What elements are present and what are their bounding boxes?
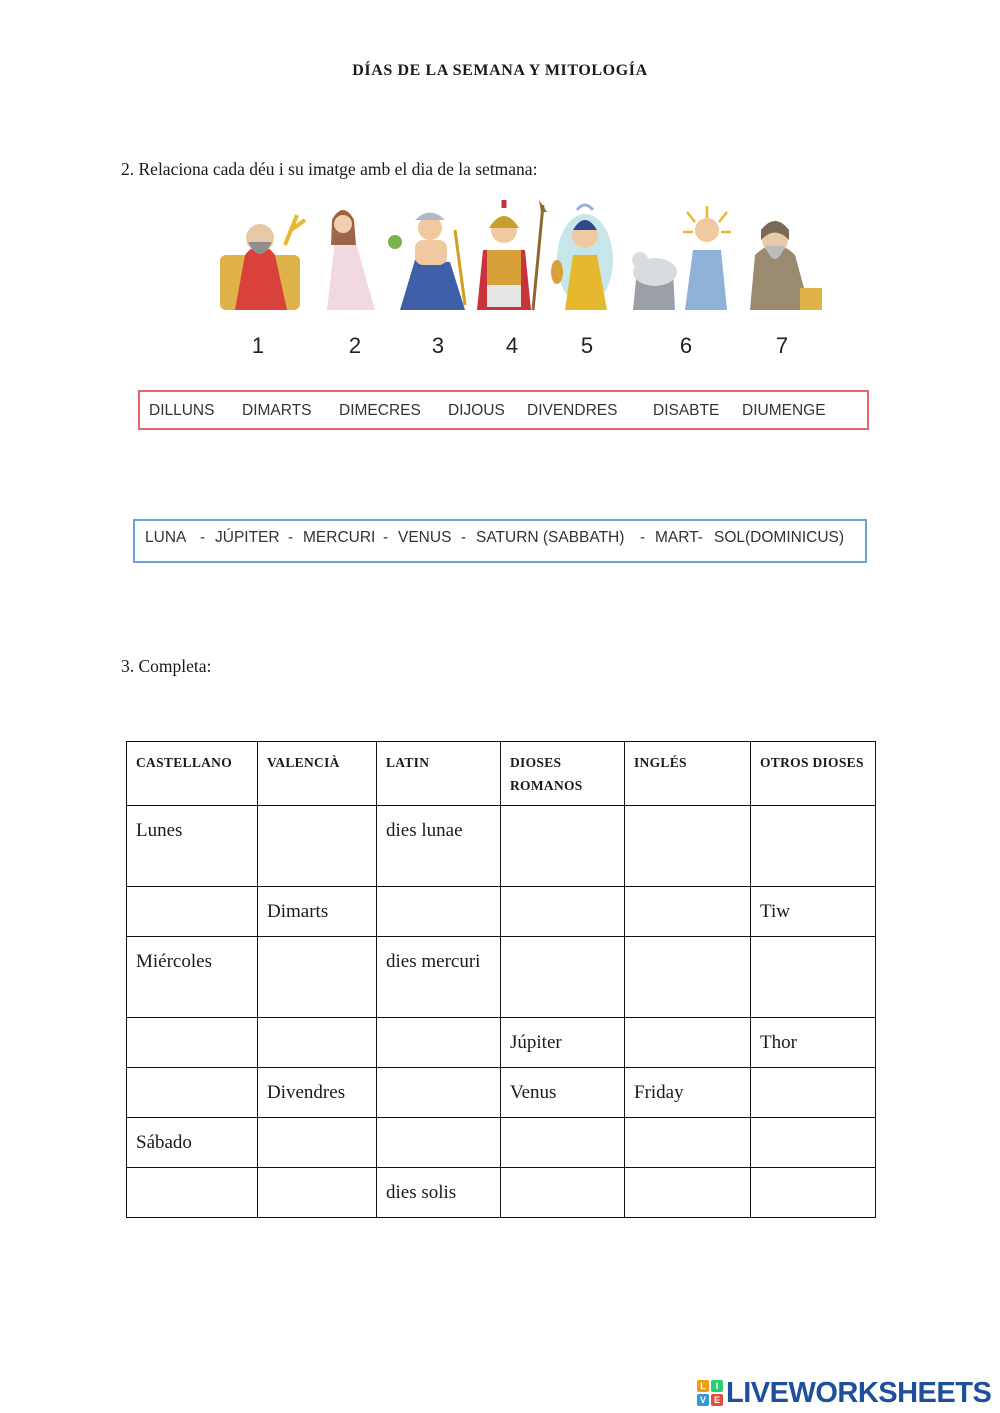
day-name: DISABTE	[653, 402, 720, 419]
god-name: JÚPITER	[215, 529, 280, 546]
separator: -	[461, 529, 467, 546]
table-row	[127, 1068, 876, 1118]
table-cell: Lunes	[127, 806, 258, 887]
answer-cell[interactable]	[751, 937, 876, 1018]
table-cell: Venus	[501, 1068, 625, 1118]
answer-cell[interactable]	[258, 1118, 377, 1168]
answer-cell[interactable]	[377, 1118, 501, 1168]
table-row	[127, 1168, 876, 1218]
answer-cell[interactable]	[377, 887, 501, 937]
answer-cell[interactable]	[258, 937, 377, 1018]
answer-cell[interactable]	[625, 937, 751, 1018]
god-figure-3	[388, 213, 465, 311]
image-number-4: 4	[505, 333, 519, 358]
table-header-row	[127, 742, 876, 806]
god-name: LUNA	[145, 529, 187, 546]
day-name: DILLUNS	[149, 402, 215, 419]
answer-cell[interactable]	[501, 937, 625, 1018]
answer-cell[interactable]	[501, 806, 625, 887]
answer-cell[interactable]	[501, 1118, 625, 1168]
answer-cell[interactable]	[258, 806, 377, 887]
column-header: LATIN	[377, 742, 501, 806]
table-cell: Thor	[751, 1018, 876, 1068]
table-cell: dies mercuri	[377, 937, 501, 1018]
answer-cell[interactable]	[377, 1018, 501, 1068]
answer-cell[interactable]	[501, 887, 625, 937]
answer-cell[interactable]	[127, 1068, 258, 1118]
table-cell: dies solis	[377, 1168, 501, 1218]
answer-cell[interactable]	[751, 1168, 876, 1218]
weekday-names-box	[138, 390, 869, 430]
answer-cell[interactable]	[127, 887, 258, 937]
table-cell: Dimarts	[258, 887, 377, 937]
day-name: DIUMENGE	[742, 402, 826, 419]
column-header: INGLÉS	[625, 742, 751, 806]
exercise-3-instruction: 3. Completa:	[121, 656, 212, 676]
table-row	[127, 806, 876, 887]
day-name: DIMARTS	[242, 402, 312, 419]
table-cell: dies lunae	[377, 806, 501, 887]
column-header: DIOSES ROMANOS	[501, 742, 625, 806]
table-cell: Júpiter	[501, 1018, 625, 1068]
god-figure-7	[750, 221, 822, 310]
answer-cell[interactable]	[751, 806, 876, 887]
god-name: SATURN (SABBATH)	[476, 529, 625, 546]
table-cell: Divendres	[258, 1068, 377, 1118]
table-row	[127, 1118, 876, 1168]
answer-cell[interactable]	[625, 1168, 751, 1218]
god-figure-1	[220, 215, 305, 310]
answer-cell[interactable]	[625, 887, 751, 937]
god-figure-2	[327, 210, 375, 310]
image-number-5: 5	[580, 333, 594, 358]
answer-cell[interactable]	[625, 806, 751, 887]
god-figure-4	[477, 200, 547, 310]
separator: -	[288, 529, 294, 546]
image-number-7: 7	[775, 333, 789, 358]
answer-cell[interactable]	[501, 1168, 625, 1218]
logo-mark-icon: L I V E	[697, 1380, 723, 1406]
logo-text: LIVEWORKSHEETS	[726, 1376, 992, 1409]
table-cell: Friday	[625, 1068, 751, 1118]
liveworksheets-logo[interactable]	[697, 1377, 991, 1409]
separator: -	[200, 529, 206, 546]
table-cell: Tiw	[751, 887, 876, 937]
answer-cell[interactable]	[751, 1068, 876, 1118]
answer-cell[interactable]	[258, 1168, 377, 1218]
table-cell: Miércoles	[127, 937, 258, 1018]
image-number-3: 3	[431, 333, 445, 358]
god-figure-5	[551, 205, 613, 310]
answer-cell[interactable]	[127, 1168, 258, 1218]
answer-cell[interactable]	[751, 1118, 876, 1168]
table-cell: Sábado	[127, 1118, 258, 1168]
image-number-2: 2	[348, 333, 362, 358]
day-name: DIMECRES	[339, 402, 421, 419]
weekdays-table	[126, 741, 876, 1218]
gods-names-box	[133, 519, 867, 563]
column-header: VALENCIÀ	[258, 742, 377, 806]
day-name: DIJOUS	[448, 402, 505, 419]
answer-cell[interactable]	[625, 1018, 751, 1068]
god-name: MERCURI	[303, 529, 376, 546]
god-name: SOL(DOMINICUS)	[714, 529, 845, 546]
separator: -	[383, 529, 389, 546]
answer-cell[interactable]	[258, 1018, 377, 1068]
image-number-6: 6	[679, 333, 693, 358]
page-title: DÍAS DE LA SEMANA Y MITOLOGÍA	[352, 62, 648, 79]
table-row	[127, 887, 876, 937]
answer-cell[interactable]	[127, 1018, 258, 1068]
god-name: MART-	[655, 529, 703, 546]
column-header: CASTELLANO	[127, 742, 258, 806]
god-figure-6	[632, 206, 731, 310]
table-row	[127, 1018, 876, 1068]
god-name: VENUS	[398, 529, 452, 546]
gods-illustration	[215, 200, 825, 320]
day-name: DIVENDRES	[527, 402, 618, 419]
image-number-1: 1	[251, 333, 265, 358]
separator: -	[640, 529, 646, 546]
table-row	[127, 937, 876, 1018]
exercise-2-instruction: 2. Relaciona cada déu i su imatge amb el dia de la setmana:	[121, 159, 538, 179]
answer-cell[interactable]	[625, 1118, 751, 1168]
answer-cell[interactable]	[377, 1068, 501, 1118]
column-header: OTROS DIOSES	[751, 742, 876, 806]
